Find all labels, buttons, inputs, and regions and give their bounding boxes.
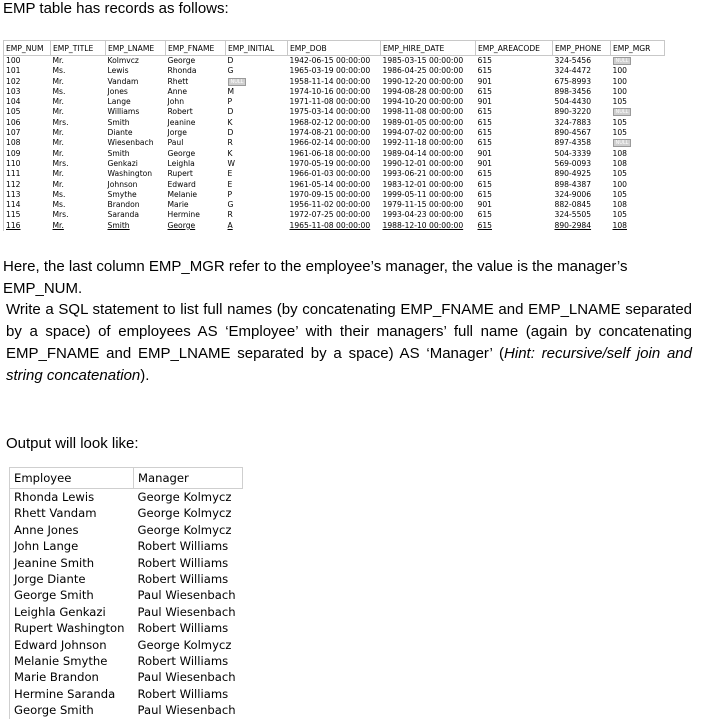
output-table-row [10,637,243,653]
emp-table-row [4,66,665,76]
emp-column-header: EMP_TITLE [51,41,106,56]
emp-cell: 890-4925 [554,169,592,179]
emp-cell: Rupert [167,169,193,179]
emp-column-header: EMP_MGR [611,41,665,56]
emp-table-row [4,210,665,220]
emp-cell: Mrs. [52,158,69,168]
emp-cell: 115 [4,210,51,220]
emp-cell: 901 [477,148,492,158]
emp-cell: Mrs. [52,210,69,220]
emp-cell: Anne [167,86,187,96]
emp-cell: 1974-10-16 00:00:00 [289,86,371,96]
emp-cell: 1971-11-08 00:00:00 [289,97,371,107]
emp-cell: Wiesenbach [107,138,154,148]
emp-cell: 109 [4,149,51,159]
emp-cell: 1979-11-15 00:00:00 [382,200,464,210]
output-employee-cell: George Smith [10,702,134,718]
emp-cell: 114 [4,200,51,210]
output-table-row [10,653,243,669]
emp-cell: 1993-06-21 00:00:00 [382,169,464,179]
output-table-row [10,522,243,538]
emp-cell: 1942-06-15 00:00:00 [289,56,371,65]
emp-cell: 1989-04-14 00:00:00 [382,148,464,158]
emp-cell: 569-0093 [554,158,592,168]
emp-cell: 106 [4,118,51,128]
emp-cell: 1989-01-05 00:00:00 [382,117,464,127]
emp-table-row [4,107,665,117]
emp-cell [611,107,665,117]
emp-cell: 112 [4,180,51,190]
emp-column-header: EMP_AREACODE [476,41,553,56]
emp-cell: Jorge [167,128,187,138]
output-table-row [10,669,243,685]
emp-cell: 615 [477,210,492,220]
emp-cell: 901 [477,158,492,168]
emp-table-row [4,221,665,231]
emp-cell: 105 [612,169,627,179]
emp-table-row [4,200,665,210]
emp-column-header: EMP_NUM [4,41,51,56]
emp-cell: 1961-05-14 00:00:00 [289,179,371,189]
emp-cell: 116 [4,221,51,231]
output-table-row [10,686,243,702]
emp-column-header: EMP_FNAME [166,41,226,56]
output-table [9,467,243,719]
emp-cell: A [227,220,233,230]
emp-column-header: EMP_PHONE [553,41,611,56]
emp-cell: Marie [167,200,189,210]
emp-cell: 110 [4,159,51,169]
emp-cell: 1992-11-18 00:00:00 [382,138,464,148]
emp-cell: 1994-08-28 00:00:00 [382,86,464,96]
output-manager-cell: Paul Wiesenbach [137,588,236,603]
output-employee-cell: Hermine Saranda [10,686,134,702]
emp-cell: Kolmvcz [107,56,139,65]
emp-cell: Rhett [167,76,189,86]
emp-cell: 1965-11-08 00:00:00 [289,220,371,230]
emp-cell: 108 [612,148,627,158]
emp-cell: 105 [612,210,627,220]
emp-cell: 1965-03-19 00:00:00 [289,66,371,76]
emp-cell: G [227,200,234,210]
emp-table [3,40,665,231]
emp-cell: 324-9006 [554,189,592,199]
emp-cell: 104 [4,97,51,107]
task-hint: Hint: recursive/self join and string concatenation [6,345,692,384]
emp-cell: Genkazi [107,158,138,168]
output-manager-cell: Robert Williams [137,572,229,587]
emp-cell: 615 [477,179,492,189]
output-manager-cell: Paul Wiesenbach [137,604,236,619]
output-employee-cell: Rupert Washington [10,620,134,636]
emp-cell: 1970-05-19 00:00:00 [289,158,371,168]
emp-cell [611,138,665,148]
output-header-manager: Manager [134,468,243,489]
emp-table-row [4,138,665,148]
output-employee-cell: John Lange [10,538,134,554]
emp-cell: 675-8993 [554,76,592,86]
emp-cell: 504-4430 [554,97,592,107]
task-end: ). [140,367,150,384]
emp-cell: Ms. [52,86,66,96]
intro-heading: EMP table has records as follows: [3,0,229,17]
null-badge: NULL [613,108,632,116]
emp-cell: 901 [477,97,492,107]
output-manager-cell: George Kolmycz [137,506,232,521]
emp-column-header: EMP_HIRE_DATE [381,41,476,56]
output-employee-cell: Jorge Diante [10,571,134,587]
output-employee-cell: Marie Brandon [10,669,134,685]
emp-cell: 615 [477,169,492,179]
emp-cell: 105 [612,117,627,127]
emp-cell: 105 [612,97,627,107]
emp-cell: 615 [477,220,492,230]
emp-column-header: EMP_INITIAL [226,41,288,56]
emp-cell: Washington [107,169,153,179]
emp-cell: George [167,220,196,230]
emp-cell: 107 [4,128,51,138]
emp-cell: Melanie [167,189,198,199]
emp-cell: 1956-11-02 00:00:00 [289,200,371,210]
emp-cell: 324-4472 [554,66,592,76]
emp-cell: P [227,189,233,199]
emp-cell: 901 [477,200,492,210]
emp-table-row [4,128,665,138]
emp-table-row [4,56,665,67]
emp-cell: 890-4567 [554,128,592,138]
output-table-row [10,702,243,718]
output-manager-cell: Robert Williams [137,555,229,570]
emp-cell: Mr. [52,107,64,117]
emp-cell: 108 [612,220,627,230]
emp-cell: 1968-02-12 00:00:00 [289,117,371,127]
output-employee-cell: Jeanine Smith [10,555,134,571]
emp-cell: 100 [612,76,627,86]
emp-cell: Rhonda [167,66,197,76]
emp-cell: 100 [4,56,51,67]
emp-cell: 1985-03-15 00:00:00 [382,56,464,65]
emp-cell [611,56,665,67]
emp-cell: 897-4358 [554,138,592,148]
output-table-row [10,620,243,636]
emp-cell: Jones [107,86,128,96]
emp-cell: G [227,66,234,76]
emp-cell: Smith [107,220,130,230]
emp-cell: 1961-06-18 00:00:00 [289,148,371,158]
emp-cell: 615 [477,107,492,117]
output-employee-cell: Leighla Genkazi [10,604,134,620]
emp-cell: 113 [4,190,51,200]
output-table-row [10,604,243,620]
emp-cell: M [227,86,235,96]
emp-cell: E [227,169,233,179]
emp-cell: 324-5456 [554,56,592,65]
emp-cell: Mr. [52,179,64,189]
emp-cell: 1983-12-01 00:00:00 [382,179,464,189]
emp-cell: 615 [477,138,492,148]
emp-cell: Smith [107,148,130,158]
emp-cell: P [227,97,233,107]
emp-cell: 105 [612,128,627,138]
emp-cell: Edward [167,179,196,189]
emp-cell: Smythe [107,189,137,199]
output-manager-cell: George Kolmycz [137,637,232,652]
emp-table-row [4,149,665,159]
emp-cell: Ms. [52,200,66,210]
emp-cell: George [167,56,196,65]
output-table-header-row [10,468,243,489]
emp-table-row [4,180,665,190]
emp-cell: 1990-12-20 00:00:00 [382,76,464,86]
output-manager-cell: Paul Wiesenbach [137,670,236,685]
emp-cell: Lange [107,97,131,107]
output-employee-cell: Melanie Smythe [10,653,134,669]
emp-cell: 615 [477,189,492,199]
emp-cell: Mr. [52,97,64,107]
emp-cell: Mr. [52,76,64,86]
output-manager-cell: Paul Wiesenbach [137,703,236,718]
emp-cell: 105 [4,107,51,117]
emp-cell: D [227,107,234,117]
emp-cell: 1966-01-03 00:00:00 [289,169,371,179]
emp-cell: 101 [4,66,51,76]
emp-table-row [4,77,665,87]
emp-column-header: EMP_LNAME [106,41,166,56]
null-badge: NULL [228,78,247,86]
emp-cell: Mr. [52,148,64,158]
emp-cell: Hermine [167,210,200,220]
output-manager-cell: Robert Williams [137,686,229,701]
emp-cell: Robert [167,107,193,117]
emp-cell: 103 [4,87,51,97]
emp-cell: Mr. [52,220,64,230]
emp-cell: John [167,97,185,107]
output-manager-cell: Robert Williams [137,539,229,554]
emp-cell: 890-3220 [554,107,592,117]
output-table-row [10,489,243,506]
emp-cell: 1998-11-08 00:00:00 [382,107,464,117]
emp-cell: Brandon [107,200,140,210]
emp-table-row [4,118,665,128]
emp-cell: Leighla [167,158,195,168]
emp-cell: 1958-11-14 00:00:00 [289,76,371,86]
emp-cell: 1988-12-10 00:00:00 [382,220,464,230]
output-employee-cell: George Smith [10,587,134,603]
emp-cell: Williams [107,107,140,117]
emp-cell: Lewis [107,66,129,76]
emp-table-header-row [4,41,665,56]
emp-cell: Jeanine [167,117,196,127]
emp-table-row [4,97,665,107]
emp-cell: Saranda [107,210,140,220]
emp-cell: 1994-10-20 00:00:00 [382,97,464,107]
emp-cell: 615 [477,66,492,76]
null-badge: NULL [613,57,632,65]
emp-cell: 108 [612,158,627,168]
emp-cell: R [227,210,233,220]
emp-cell: 1994-07-02 00:00:00 [382,128,464,138]
emp-table-row [4,190,665,200]
emp-cell: 1966-02-14 00:00:00 [289,138,371,148]
emp-cell: Mrs. [52,117,69,127]
output-label: Output will look like: [6,435,139,452]
emp-cell: R [227,138,233,148]
emp-cell: Ms. [52,189,66,199]
output-employee-cell: Rhonda Lewis [10,489,134,506]
emp-cell: 108 [612,200,627,210]
output-header-employee: Employee [10,468,134,489]
emp-cell: Smith [107,117,130,127]
emp-cell: 898-3456 [554,86,592,96]
emp-cell: K [227,117,233,127]
output-table-row [10,555,243,571]
emp-cell: 111 [4,169,51,179]
emp-cell: 898-4387 [554,179,592,189]
emp-cell: 100 [612,86,627,96]
output-table-row [10,505,243,521]
emp-cell: 615 [477,56,492,65]
emp-cell: Mr. [52,56,64,65]
null-badge: NULL [613,139,632,147]
emp-cell: 882-0845 [554,200,592,210]
emp-cell: 1993-04-23 00:00:00 [382,210,464,220]
output-employee-cell: Edward Johnson [10,637,134,653]
emp-cell [226,77,288,87]
emp-cell: 504-3339 [554,148,592,158]
emp-cell: Mr. [52,169,64,179]
mgr-explanation: Here, the last column EMP_MGR refer to the employee’s manager, the value is the manager’s EMP_NUM. [3,258,628,297]
emp-cell: 100 [612,179,627,189]
output-employee-cell: Anne Jones [10,522,134,538]
emp-cell: 105 [612,189,627,199]
emp-cell: 1990-12-01 00:00:00 [382,158,464,168]
emp-cell: 1974-08-21 00:00:00 [289,128,371,138]
emp-table-row [4,159,665,169]
emp-cell: 1999-05-11 00:00:00 [382,189,464,199]
task-text: Write a SQL statement to list full names (by concatenating EMP_FNAME and EMP_LNAME separated by a space) of employees AS ‘Employee’ with their managers’ full name (again by concatenating EMP_FNAME and EMP_LNAME separated by a space) AS ‘Manager’ ( [6,301,692,362]
emp-cell: Johnson [107,179,138,189]
emp-cell: Ms. [52,66,66,76]
task-instructions [6,299,692,387]
output-manager-cell: George Kolmycz [137,522,232,537]
emp-cell: 615 [477,128,492,138]
emp-cell: E [227,179,233,189]
output-manager-cell: Robert Williams [137,621,229,636]
emp-cell: Paul [167,138,184,148]
emp-cell: Mr. [52,128,64,138]
emp-cell: 1975-03-14 00:00:00 [289,107,371,117]
emp-cell: 615 [477,86,492,96]
emp-cell: 890-2984 [554,220,592,230]
emp-cell: Vandam [107,76,139,86]
emp-cell: 108 [4,138,51,148]
emp-cell: George [167,148,196,158]
emp-cell: K [227,148,233,158]
emp-cell: D [227,128,234,138]
emp-cell: 1972-07-25 00:00:00 [289,210,371,220]
emp-cell: 1986-04-25 00:00:00 [382,66,464,76]
output-table-row [10,571,243,587]
emp-table-row [4,87,665,97]
emp-cell: Diante [107,128,133,138]
output-employee-cell: Rhett Vandam [10,505,134,521]
emp-column-header: EMP_DOB [288,41,381,56]
output-manager-cell: Robert Williams [137,654,229,669]
emp-cell: Mr. [52,138,64,148]
emp-cell: 1970-09-15 00:00:00 [289,189,371,199]
emp-cell: 324-7883 [554,117,592,127]
output-table-row [10,587,243,603]
emp-cell: 901 [477,76,492,86]
emp-cell: 100 [612,66,627,76]
emp-cell: 102 [4,77,51,87]
emp-table-row [4,169,665,179]
output-table-row [10,538,243,554]
emp-cell: 324-5505 [554,210,592,220]
output-manager-cell: George Kolmycz [137,490,232,504]
emp-cell: D [227,56,234,65]
emp-cell: W [227,158,236,168]
emp-cell: 615 [477,117,492,127]
